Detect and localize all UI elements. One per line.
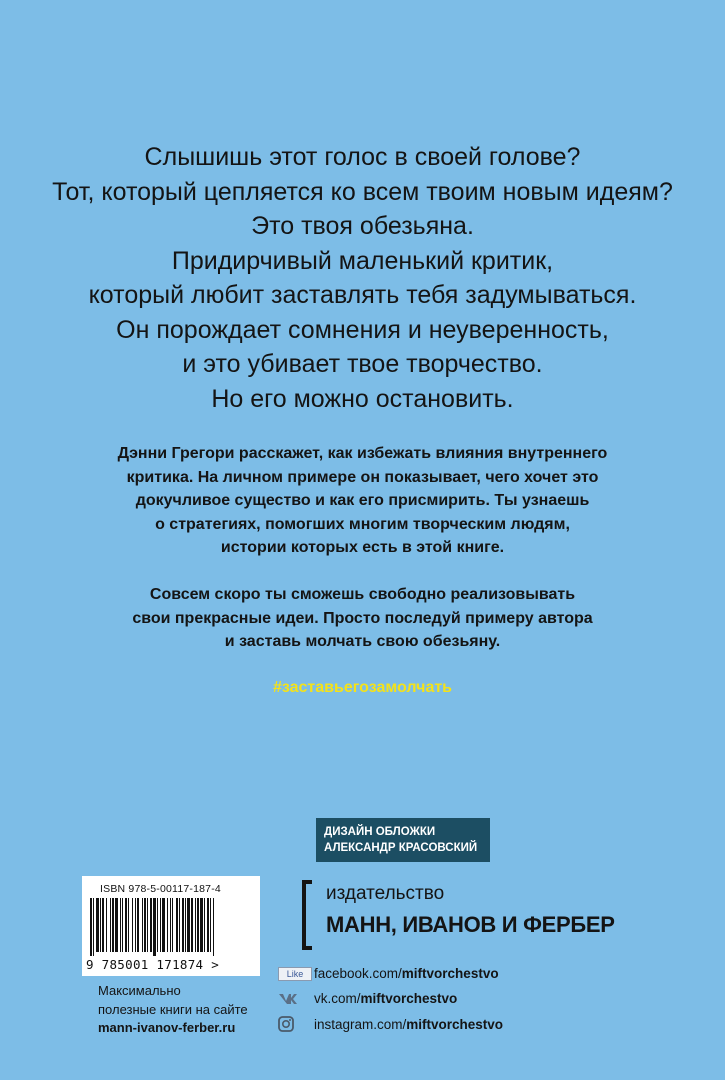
instagram-link[interactable]	[278, 1016, 503, 1032]
intro-line: Это твоя обезьяна.	[251, 212, 474, 240]
like-label: Like	[286, 968, 304, 979]
instagram-icon	[278, 1016, 314, 1032]
isbn-text: ISBN 978-5-00117-187-4	[100, 883, 221, 895]
description-line: докучливое существо и как его присмирить. Ты узнаешь	[135, 492, 590, 509]
facebook-prefix: facebook.com/	[314, 966, 402, 981]
publisher-name: МАНН, ИВАНОВ И ФЕРБЕР	[326, 912, 615, 937]
closing-line: свои прекрасные идеи. Просто последуй примеру автора	[132, 609, 593, 627]
vk-icon	[278, 992, 314, 1006]
instagram-prefix: instagram.com/	[314, 1016, 407, 1032]
barcode-icon	[88, 898, 254, 956]
promo-line: полезные книги на сайте	[98, 1001, 248, 1017]
publisher-bracket	[302, 880, 312, 950]
intro-line: Тот, который цепляется ко всем твоим новым идеям?	[52, 177, 673, 206]
intro-line: Но его можно остановить.	[211, 384, 514, 413]
publisher-label: издательство	[326, 883, 445, 904]
description-line: критика. На личном примере он показывает, чего хочет это	[126, 468, 599, 486]
promo-text	[98, 982, 248, 1038]
closing-paragraph	[0, 583, 725, 654]
facebook-link[interactable]	[278, 966, 499, 981]
promo-site-link[interactable]: mann-ivanov-ferber.ru	[98, 1020, 236, 1035]
intro-text-block	[0, 140, 725, 416]
instagram-handle: miftvorchestvo	[406, 1016, 504, 1032]
hashtag: #заставьегозамолчать	[272, 679, 453, 696]
promo-line: Максимально	[98, 983, 181, 998]
intro-line: Слышишь этот голос в своей голове?	[144, 143, 581, 171]
facebook-handle: miftvorchestvo	[401, 966, 499, 981]
facebook-like-icon	[278, 967, 314, 981]
intro-line: Придирчивый маленький критик,	[171, 246, 554, 275]
description-line: истории которых есть в этой книге.	[220, 539, 505, 556]
intro-line: Он порождает сомнения и неуверенность,	[116, 315, 609, 344]
credit-designer: АЛЕКСАНДР КРАСОВСКИЙ	[324, 842, 478, 854]
closing-line: Совсем скоро ты сможешь свободно реализовывать	[149, 586, 576, 603]
intro-line: который любит заставлять тебя задумываться.	[88, 281, 637, 309]
barcode-digits: 9 785001 171874 >	[86, 957, 220, 972]
description-line: о стратегиях, помогших многим творческим людям,	[155, 515, 570, 533]
description-line: Дэнни Грегори расскажет, как избежать влияния внутреннего	[117, 445, 608, 462]
credit-title: ДИЗАЙН ОБЛОЖКИ	[324, 826, 436, 838]
intro-line: и это убивает твое творчество.	[182, 350, 543, 378]
closing-line: и заставь молчать свою обезьяну.	[224, 633, 501, 650]
vk-handle: miftvorchestvo	[360, 991, 458, 1006]
description-paragraph	[0, 442, 725, 560]
vk-prefix: vk.com/	[314, 991, 361, 1006]
cover-design-credit	[316, 818, 490, 862]
vk-link[interactable]	[278, 991, 457, 1006]
